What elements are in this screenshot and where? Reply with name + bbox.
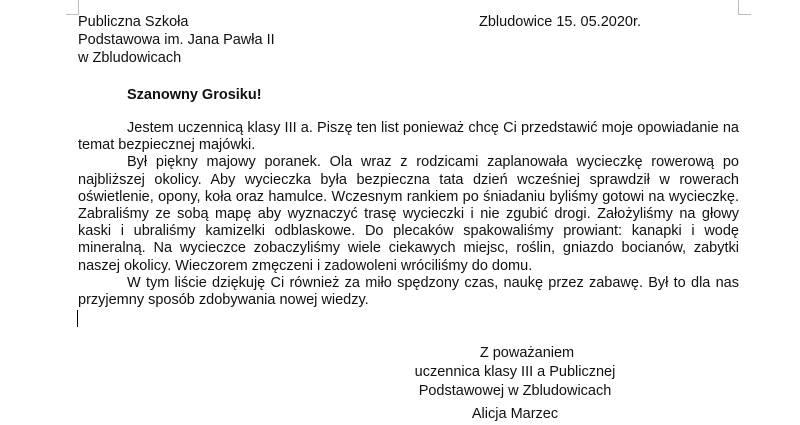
text-cursor (77, 310, 78, 327)
letter-body[interactable] (78, 120, 739, 309)
letter-greeting: Szanowny Grosiku! (127, 87, 262, 103)
closing-line-2: uczennica klasy III a Publicznej (414, 364, 616, 380)
closing-line-1: Z poważaniem (479, 345, 575, 361)
sender-address (78, 13, 275, 67)
letter-date: Zbludowice 15. 05.2020r. (479, 14, 642, 30)
body-paragraph-2: Był piękny majowy poranek. Ola wraz z rodzicami zaplanowała wycieczkę rowerową po najbliższej okolicy. Aby wycieczka była bezpieczna tata dzień wcześniej sprawdził w rowerach oświetlenie, opony, koła oraz hamulce. Wczesnym rankiem po śniadaniu byliśmy gotowi na wycieczkę. Zabraliśmy ze sobą mapę aby wyznaczyć trasę wycieczki i nie zgubić drogi. Założyliśmy na głowy kaski i ubraliśmy kamizelki odblaskowe. Do plecaków spakowaliśmy prowiant: kanapki i wodę mineralną. Na wycieczce zobaczyliśmy wiele ciekawych miejsc, roślin, gniazdo bocianów, zabytki naszej okolicy. Wieczorem zmęczeni i zadowoleni wróciliśmy do domu. (78, 154, 739, 274)
sender-line-2: Podstawowa im. Jana Pawła II (78, 32, 275, 48)
margin-marker-top-right (738, 0, 751, 15)
body-paragraph-1: Jestem uczennicą klasy III a. Piszę ten list ponieważ chcę Ci przedstawić moje opowiadanie na temat bezpiecznej majówki. (78, 120, 739, 154)
letter-closing (395, 344, 635, 424)
signature-name: Alicja Marzec (471, 406, 559, 422)
closing-line-3: Podstawowej w Zbludowicach (418, 383, 612, 399)
sender-line-3: w Zbludowicach (78, 50, 182, 66)
sender-line-1: Publiczna Szkoła (78, 14, 189, 30)
body-paragraph-3: W tym liście dziękuję Ci również za miło spędzony czas, naukę przez zabawę. Był to dla nas przyjemny sposób zdobywania nowej wiedzy. (78, 274, 739, 309)
